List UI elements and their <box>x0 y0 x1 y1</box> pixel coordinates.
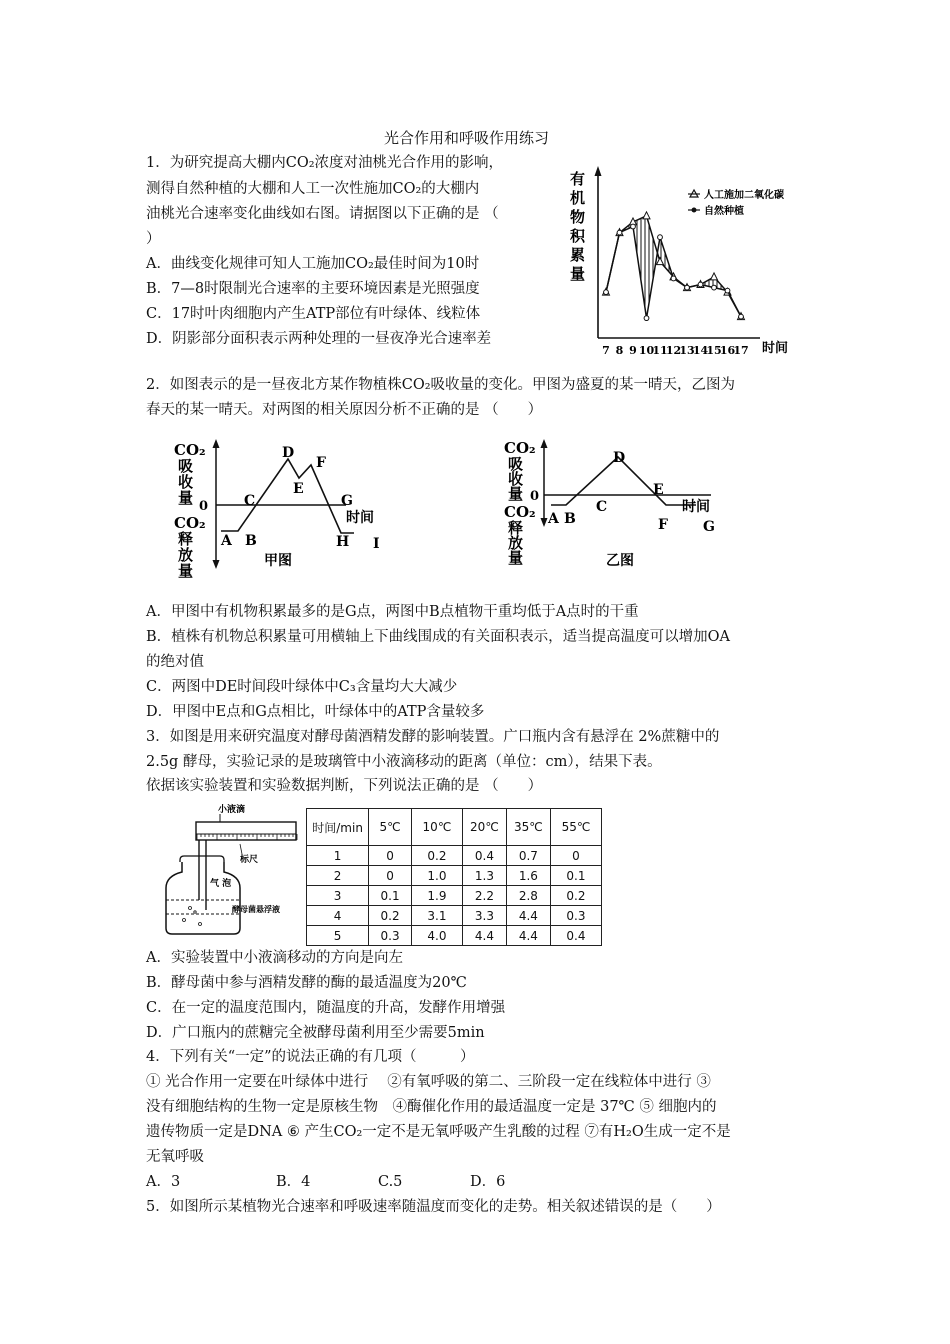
yi-caption: 乙图 <box>606 553 634 569</box>
table-header-row: 时间/min 5℃ 10℃ 20℃ 35℃ 55℃ <box>307 809 602 846</box>
glass-tube <box>196 822 296 840</box>
q1-line-chart <box>560 160 800 365</box>
table-cell: 4.0 <box>411 926 462 946</box>
q1-x-tick-label: 11 <box>652 344 668 357</box>
q1-point-circle <box>685 285 690 290</box>
q1-point-circle <box>631 224 636 229</box>
jia-up-label: CO₂ <box>174 441 206 459</box>
q1-option-d: D．阴影部分面积表示两种处理的一昼夜净光合速率差 <box>146 331 492 347</box>
q1-option-c: C．17时叶肉细胞内产生ATP部位有叶绿体、线粒体 <box>146 306 481 322</box>
table-cell: 0.1 <box>369 886 412 906</box>
svg-text:收: 收 <box>178 473 194 491</box>
q1-y-label-char: 有 <box>570 170 586 188</box>
q2-option-d: D．甲图中E点和G点相比，叶绿体中的ATP含量较多 <box>146 704 485 720</box>
q1-x-tick-label: 15 <box>706 344 722 357</box>
yi-down-label: CO₂ <box>504 503 536 521</box>
q4-option-d: D．6 <box>470 1174 506 1190</box>
svg-text:D: D <box>613 450 626 466</box>
svg-text:量: 量 <box>178 562 194 578</box>
q1-x-tick-label: 9 <box>629 344 637 357</box>
svg-text:C: C <box>596 499 608 515</box>
q3-option-a: A．实验装置中小液滴移动的方向是向左 <box>146 950 403 966</box>
jia-curve <box>221 459 354 533</box>
svg-text:G: G <box>341 493 353 509</box>
q3-stem-line: 依据该实验装置和实验数据判断，下列说法正确的是 （ ） <box>146 778 543 794</box>
table-cell: 2.2 <box>462 886 506 906</box>
wide-mouth-bottle <box>166 862 240 934</box>
table-cell: 5 <box>307 926 369 946</box>
svg-text:吸: 吸 <box>508 455 524 473</box>
q1-option-b: B．7—8时限制光合速率的主要环境因素是光照强度 <box>146 281 480 297</box>
q2-stem-line: 春天的某一晴天。对两图的相关原因分析不正确的是 （ ） <box>146 402 543 418</box>
q1-x-tick-label: 8 <box>615 344 624 357</box>
table-cell: 4.4 <box>506 906 550 926</box>
table-cell: 0.2 <box>369 906 412 926</box>
q1-stem-line: ） <box>146 231 161 247</box>
q3-stem-line: 3．如图是用来研究温度对酵母菌酒精发酵的影响装置。广口瓶内含有悬浮在 2%蔗糖中的 <box>146 729 720 745</box>
q1-point-circle <box>604 290 609 295</box>
q3-option-c: C．在一定的温度范围内，随温度的升高，发酵作用增强 <box>146 1000 506 1016</box>
q1-y-label-char: 机 <box>570 189 586 207</box>
svg-text:吸: 吸 <box>178 457 194 475</box>
svg-text:I: I <box>373 536 380 552</box>
q3-data-table <box>306 808 602 946</box>
q1-y-label-char: 累 <box>570 246 586 264</box>
svg-text:B: B <box>245 533 257 549</box>
svg-text:时间: 时间 <box>346 510 374 526</box>
q1-point-circle <box>617 230 622 235</box>
q1-point-circle <box>739 314 744 319</box>
q4-line: ① 光合作用一定要在叶绿体中进行 ②有氧呼吸的第二、三阶段一定在线粒体中进行 ③ <box>146 1074 711 1090</box>
svg-text:A: A <box>548 511 559 527</box>
svg-text:0: 0 <box>530 489 540 504</box>
q1-y-arrow <box>595 166 602 176</box>
table-cell: 0 <box>550 846 601 866</box>
svg-text:收: 收 <box>508 470 524 488</box>
table-cell: 3 <box>307 886 369 906</box>
q4-option-b: B．4 <box>276 1174 311 1190</box>
svg-text:释: 释 <box>508 519 524 537</box>
q1-x-tick-label: 17 <box>733 344 749 357</box>
svg-text:量: 量 <box>178 489 194 507</box>
table-cell: 3.1 <box>411 906 462 926</box>
q2-jia-diagram <box>166 433 406 578</box>
q1-point-circle <box>725 288 730 293</box>
table-cell: 0.2 <box>411 846 462 866</box>
table-cell: 4 <box>307 906 369 926</box>
svg-text:F: F <box>658 517 668 533</box>
svg-text:量: 量 <box>508 549 524 567</box>
yi-up-label: CO₂ <box>504 439 536 457</box>
svg-text:放: 放 <box>178 546 194 564</box>
svg-text:E: E <box>293 481 304 497</box>
q4-line: 无氧呼吸 <box>146 1149 204 1165</box>
table-cell: 1.3 <box>462 866 506 886</box>
ruler-label: 标尺 <box>240 855 259 865</box>
q1-point-circle <box>671 276 676 281</box>
q1-legend-entry: 自然种植 <box>704 206 744 217</box>
q3-option-b: B．酵母菌中参与酒精发酵的酶的最适温度为20℃ <box>146 975 467 991</box>
table-row <box>307 846 602 866</box>
table-cell: 4.4 <box>462 926 506 946</box>
svg-text:时间: 时间 <box>682 499 710 515</box>
q1-point-circle <box>658 235 663 240</box>
q2-yi-diagram <box>496 433 736 578</box>
q1-stem-line: 1．为研究提高大棚内CO₂浓度对油桃光合作用的影响， <box>146 155 504 171</box>
jia-caption: 甲图 <box>264 553 292 569</box>
table-row <box>307 886 602 906</box>
bottle-cap <box>180 856 224 862</box>
table-cell: 4.4 <box>506 926 550 946</box>
svg-text:E: E <box>653 482 664 498</box>
q1-series-line <box>606 216 741 317</box>
q2-stem-line: 2．如图表示的是一昼夜北方某作物植株CO₂吸收量的变化。甲图为盛夏的某一晴天，乙图为 <box>146 377 736 393</box>
table-cell: 0.7 <box>506 846 550 866</box>
svg-text:H: H <box>336 534 350 550</box>
page-title: 光合作用和呼吸作用练习 <box>384 129 550 147</box>
q1-point-circle <box>712 285 717 290</box>
table-cell: 0 <box>369 846 412 866</box>
table-cell: 1.0 <box>411 866 462 886</box>
q2-option-c: C．两图中DE时间段叶绿体中C₃含量均大大减少 <box>146 679 458 695</box>
table-cell: 0.1 <box>550 866 601 886</box>
q4-option-c: C.5 <box>378 1174 403 1190</box>
table-cell: 0.3 <box>550 906 601 926</box>
svg-text:G: G <box>703 519 715 535</box>
q3-apparatus-diagram <box>160 800 300 940</box>
table-cell: 3.3 <box>462 906 506 926</box>
question-5: 5．如图所示某植物光合速率和呼吸速率随温度而变化的走势。相关叙述错误的是（ ） <box>146 1199 721 1215</box>
q1-x-tick-label: 10 <box>638 344 655 357</box>
q4-line: 遗传物质一定是DNA ⑥ 产生CO₂一定不是无氧呼吸产生乳酸的过程 ⑦有H₂O生成一定不是 <box>146 1124 731 1140</box>
svg-text:F: F <box>316 455 326 471</box>
q2-option-b-cont: 的绝对值 <box>146 654 204 670</box>
table-cell: 1.9 <box>411 886 462 906</box>
q1-point-circle <box>698 282 703 287</box>
q1-x-axis-label: 时间 <box>762 341 789 356</box>
q2-option-b: B．植株有机物总积累量可用横轴上下曲线围成的有关面积表示，适当提高温度可以增加OA <box>146 629 731 645</box>
q1-x-tick-label: 7 <box>602 344 610 357</box>
svg-text:D: D <box>282 445 295 461</box>
q3-stem-line: 2.5g 酵母，实验记录的是玻璃管中小液滴移动的距离（单位：cm），结果下表。 <box>146 754 662 770</box>
q1-y-label-char: 积 <box>570 227 586 245</box>
table-cell: 0.3 <box>369 926 412 946</box>
svg-text:释: 释 <box>178 530 194 548</box>
table-cell: 0.2 <box>550 886 601 906</box>
q1-y-axis-label <box>570 170 586 283</box>
q1-shaded-area <box>606 216 741 318</box>
q4-line: 没有细胞结构的生物一定是原核生物 ④酶催化作用的最适温度一定是 37℃ ⑤ 细胞内的 <box>146 1099 717 1115</box>
table-cell: 1 <box>307 846 369 866</box>
table-cell: 1.6 <box>506 866 550 886</box>
q4-option-a: A．3 <box>146 1174 181 1190</box>
table-row <box>307 866 602 886</box>
table-row <box>307 906 602 926</box>
q1-x-tick-label: 13 <box>679 344 695 357</box>
q1-stem-line: 油桃光合速率变化曲线如右图。请据图以下正确的是 （ <box>146 206 499 222</box>
q3-option-d: D．广口瓶内的蔗糖完全被酵母菌利用至少需要5min <box>146 1025 485 1041</box>
table-cell: 0.4 <box>550 926 601 946</box>
svg-text:量: 量 <box>508 485 524 503</box>
q1-x-tick-label: 16 <box>719 344 736 357</box>
q1-legend-entry: 人工施加二氧化碳 <box>704 190 784 201</box>
q4-line: 4．下列有关“一定”的说法正确的有几项（ ） <box>146 1049 475 1065</box>
q1-x-tick-label: 14 <box>692 344 709 357</box>
q1-y-label-char: 物 <box>570 208 586 226</box>
table-cell: 2.8 <box>506 886 550 906</box>
q2-option-a: A．甲图中有机物积累最多的是G点，两图中B点植物干重均低于A点时的干重 <box>146 604 639 620</box>
table-cell: 0.4 <box>462 846 506 866</box>
bubble-label: 气 泡 <box>210 879 232 889</box>
q1-y-label-char: 量 <box>570 265 586 283</box>
table-cell: 2 <box>307 866 369 886</box>
q1-point-circle <box>644 316 649 321</box>
q1-stem-line: 测得自然种植的大棚和人工一次性施加CO₂的大棚内 <box>146 181 480 197</box>
svg-text:C: C <box>244 493 256 509</box>
svg-text:放: 放 <box>508 534 524 552</box>
table-row <box>307 926 602 946</box>
svg-text:A: A <box>221 533 232 549</box>
svg-text:0: 0 <box>199 499 209 514</box>
table-cell: 0 <box>369 866 412 886</box>
liquid-label: 酵母菌悬浮液 <box>232 904 280 914</box>
q1-option-a: A．曲线变化规律可知人工施加CO₂最佳时间为10时 <box>146 256 480 272</box>
svg-text:B: B <box>564 511 576 527</box>
q1-point-triangle <box>711 273 718 280</box>
q1-point-triangle <box>643 212 650 219</box>
q1-legend <box>688 188 784 217</box>
q1-x-tick-label: 12 <box>665 344 682 357</box>
jia-down-label: CO₂ <box>174 514 206 532</box>
droplet-label: 小液滴 <box>218 805 246 815</box>
